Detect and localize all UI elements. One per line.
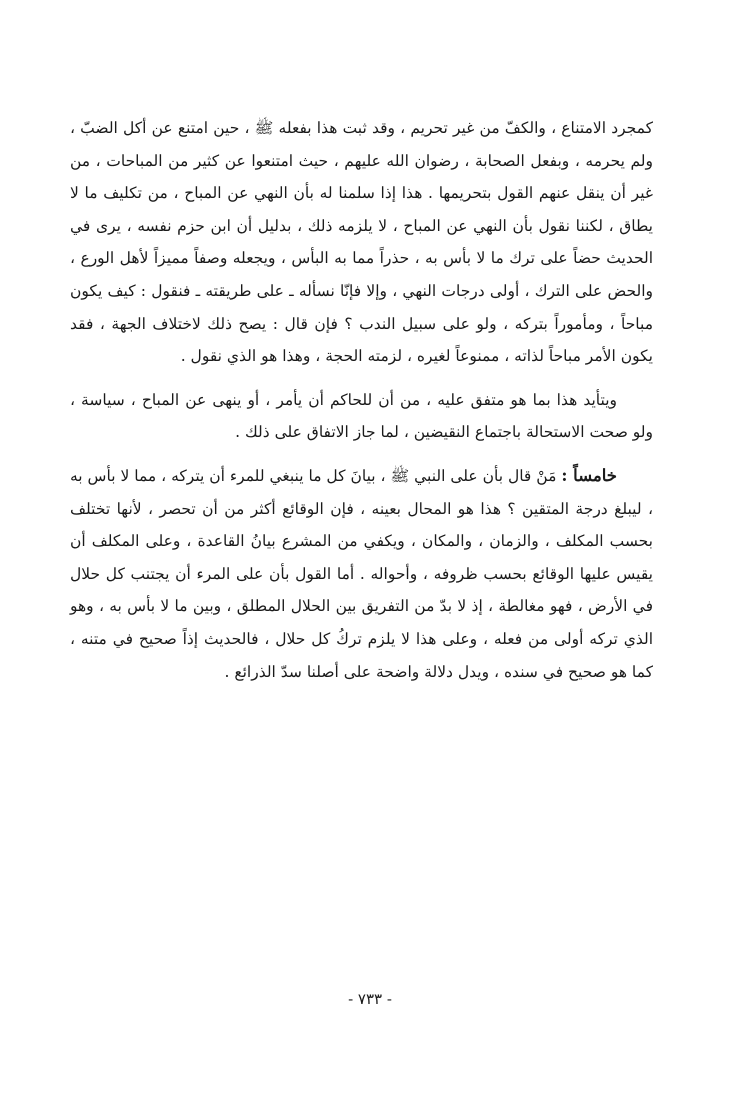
paragraph-3-lead: خامساً : [561,465,617,485]
paragraph-1 [70,112,653,373]
page-number: - ٧٣٣ - [348,990,392,1008]
paragraph-2 [70,384,653,449]
body-text [70,112,653,688]
paragraph-3 [70,460,653,688]
paragraph-1-text: كمجرد الامتناع ، والكفّ من غير تحريم ، وقد ثبت هذا بفعله ﷺ ، حين امتنع عن أكل الضبّ ، ولم يحرمه ، وبفعل الصحابة ، رضوان الله عليهم ، حيث امتنعوا عن كثير من المباحات ، من غير أن ينقل عنهم القول بتحريمها . هذا إذا سلمنا له بأن النهي عن المباح ، من تكليف ما لا يطاق ، لكننا نقول بأن النهي عن المباح ، لا يلزمه ذلك ، بدليل أن ابن حزم نفسه ، يرى في الحديث حضاً على ترك ما لا بأس به ، حذراً مما به البأس ، ويجعله وصفاً مميزاً لأهل الورع ، والحض على الترك ، أولى درجات النهي ، وإلا فإنّا نسأله ـ على طريقته ـ فنقول : كيف يكون مباحاً ، ومأموراً بتركه ، ولو على سبيل الندب ؟ فإن قال : يصح ذلك لاختلاف الجهة ، فقد يكون الأمر مباحاً لذاته ، ممنوعاً لغيره ، لزمته الحجة ، وهذا هو الذي نقول . [70,119,653,366]
paragraph-3-text: مَنْ قال بأن على النبي ﷺ ، بيانَ كل ما ينبغي للمرء أن يتركه ، مما لا بأس به ، ليبلغ درجة المتقين ؟ هذا هو المحال بعينه ، فإن الوقائع أكثر من أن تحصر ، لأنها تختلف بحسب المكلف ، والزمان ، والمكان ، ويكفي من المشرع بيانُ القاعدة ، وعلى المكلف أن يقيس عليها الوقائع بحسب ظروفه ، وأحواله . أما القول بأن على المرء أن يجتنب كل حلال في الأرض ، فهو مغالطة ، إذ لا بدّ من التفريق بين الحلال المطلق ، وبين ما لا بأس به ، وهو الذي تركه أولى من فعله ، وعلى هذا لا يلزم تركُ كل حلال ، فالحديث إذاً صحيح في متنه ، كما هو صحيح في سنده ، ويدل دلالة واضحة على أصلنا سدّ الذرائع . [70,466,653,681]
paragraph-2-text: ويتأيد هذا بما هو متفق عليه ، من أن للحاكم أن يأمر ، أو ينهى عن المباح ، سياسة ، ولو صحت الاستحالة باجتماع النقيضين ، لما جاز الاتفاق على ذلك . [70,390,653,442]
